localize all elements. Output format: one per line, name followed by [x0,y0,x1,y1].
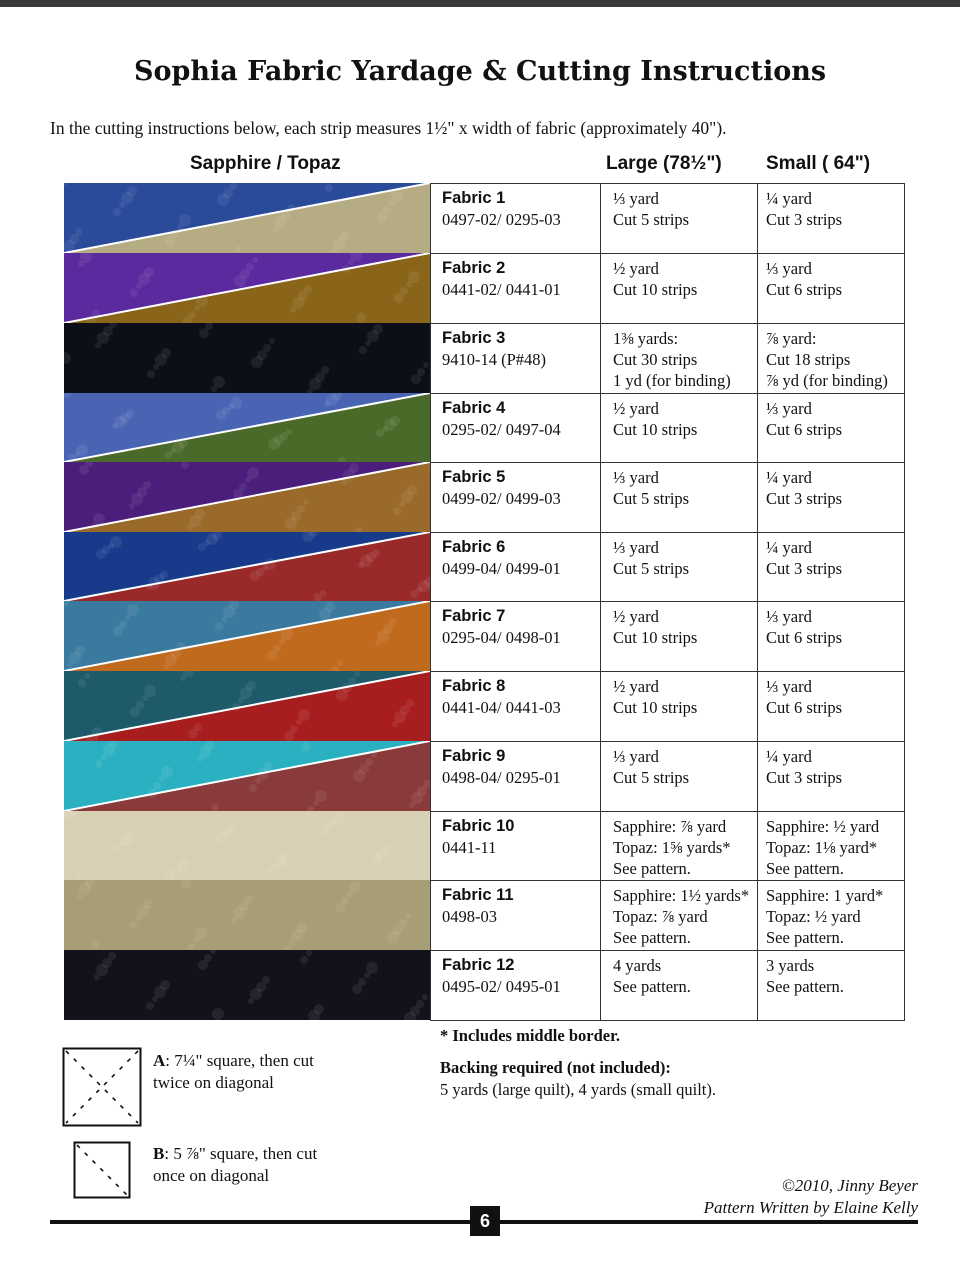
swatch-texture-dot [75,646,85,656]
large-yardage-line: See pattern. [613,859,691,878]
small-header: Small ( 64") [766,153,871,174]
small-yardage-line: ¼ yard [766,747,812,766]
swatch-texture-dot [147,370,155,378]
swatch-texture-dot [127,186,137,196]
swatch-texture-dot [297,923,307,933]
swatch-texture-dot [144,685,156,697]
large-yardage-cell [601,184,758,254]
square-a-text-2: twice on diagonal [153,1073,274,1092]
swatch-texture-dot [93,513,105,525]
swatch-texture-dot [365,758,373,766]
swatch-texture-dot [108,952,116,960]
swatch-texture-dot [400,287,408,295]
swatch-texture-dot [406,699,414,707]
fabric-swatch [64,601,430,671]
large-yardage-cell [601,254,758,324]
top-bar [0,0,960,7]
fabric-name: Fabric 1 [442,189,506,207]
fabric-row [431,951,905,1021]
swatch-texture-dot [95,760,103,768]
swatch-texture-dot [315,790,327,802]
large-yardage-cell [601,812,758,881]
swatch-texture-dot [144,267,154,277]
swatch-texture-dot [126,831,136,841]
swatch-texture-dot [177,642,185,650]
fabric-name-cell [431,812,601,881]
swatch-texture-dot [269,338,275,344]
swatch-texture-dot [388,844,394,850]
large-yardage-line: ⅓ yard [613,189,659,208]
fabric-row [431,394,905,463]
fabric-code: 9410-14 (P#48) [442,350,547,369]
large-yardage-line: Cut 5 strips [613,768,690,787]
copyright-block [704,1175,918,1219]
swatch-texture-dot [92,727,102,737]
swatch-texture-dot [127,604,139,616]
swatch-texture-dot [252,257,258,263]
swatch-texture-dot [136,701,144,709]
swatch-texture-dot [75,228,83,236]
swatch-texture-dot [337,660,343,666]
swatch-texture-dot [179,214,191,226]
square-b-label: B [153,1144,165,1163]
fabric-swatch [64,880,430,950]
fabric-name-cell [431,602,601,672]
page-title: Sophia Fabric Yardage & Cutting Instructions [133,56,827,87]
fabric-swatch [64,462,430,532]
small-yardage-cell [758,602,905,672]
fabric-name: Fabric 11 [442,886,514,904]
swatch-texture-dot [321,366,329,374]
swatch-texture-dot [373,324,383,334]
swatch-texture-dot [232,703,240,711]
swatch-texture-dot [126,410,134,418]
swatch-texture-dot [407,485,417,495]
small-yardage-line: Cut 6 strips [766,280,843,299]
small-yardage-cell [758,672,905,742]
swatch-texture-dot [143,481,151,489]
fabric-code: 0441-11 [442,838,497,857]
small-yardage-cell [758,881,905,951]
large-yardage-line: Cut 10 strips [613,698,698,717]
large-yardage-line: 1⅜ yards: [613,329,679,348]
fabric-name-cell [431,394,601,463]
swatch-texture-dot [160,571,168,579]
swatch-texture-dot [246,681,256,691]
middle-border-note: * Includes middle border. [440,1026,621,1045]
swatch-texture-dot [129,921,137,929]
small-yardage-cell [758,463,905,533]
swatch-texture-dot [143,899,153,909]
intro-text: In the cutting instructions below, each strip measures 1½" x width of fabric (approximately 40"). [50,118,727,138]
square-b-text-1: : 5 ⅞" square, then cut [164,1144,318,1163]
swatch-texture-dot [416,1000,424,1008]
swatch-texture-dot [408,271,420,283]
small-yardage-line: Topaz: ½ yard [766,907,861,926]
swatch-texture-dot [359,346,367,354]
swatch-texture-dot [358,978,366,986]
large-yardage-line: Cut 30 strips [613,350,698,369]
fabric-row [431,254,905,324]
swatch-texture-dot [228,825,236,833]
swatch-texture-dot [195,509,205,519]
swatch-texture-dot [280,853,290,863]
large-yardage-cell [601,742,758,812]
large-yardage-line: ½ yard [613,607,659,626]
small-yardage-cell [758,184,905,254]
swatch-texture-dot [314,1004,324,1014]
swatch-texture-dot [325,184,333,192]
fabric-row [431,184,905,254]
fabric-swatch [64,253,430,323]
swatch-texture-dot [195,927,207,939]
swatch-texture-dot [74,872,82,880]
large-yardage-line: 1 yd (for binding) [613,371,731,390]
swatch-texture-dot [246,263,254,271]
fabric-name-cell [431,742,601,812]
swatch-texture-dot [301,742,311,752]
swatch-texture-dot [405,913,411,919]
fabric-row [431,463,905,533]
small-yardage-line: ⅓ yard [766,399,812,418]
swatch-texture-dot [230,397,242,409]
swatch-texture-dot [372,549,380,557]
small-yardage-line: ⅓ yard [766,607,812,626]
fabric-name: Fabric 6 [442,538,506,556]
swatch-texture-dot [354,671,360,677]
swatch-texture-dot [239,483,247,491]
swatch-texture-dot [130,289,138,297]
fabric-name: Fabric 2 [442,259,506,277]
swatch-texture-dot [339,232,349,242]
swatch-texture-dot [356,313,366,323]
yardage-table [430,183,905,1021]
swatch-texture-dot [153,782,161,790]
small-yardage-line: Cut 3 strips [766,489,843,508]
small-yardage-line: See pattern. [766,859,844,878]
swatch-texture-dot [146,1002,154,1010]
swatch-texture-dot [342,265,350,273]
large-yardage-line: Cut 5 strips [613,559,690,578]
fabric-code: 0498-04/ 0295-01 [442,768,561,787]
small-yardage-line: Sapphire: ½ yard [766,817,880,836]
fabric-code: 0295-02/ 0497-04 [442,420,561,439]
swatch-texture-dot [286,429,292,435]
square-a-label: A [153,1051,166,1070]
swatch-texture-dot [349,881,361,893]
colorway-header: Sapphire / Topaz [190,153,341,174]
fabric-row [431,742,905,812]
small-yardage-cell [758,254,905,324]
swatch-texture-dot [78,679,86,687]
fabric-row [431,672,905,742]
swatch-texture-dot [92,309,100,317]
large-yardage-line: ½ yard [613,399,659,418]
swatch-texture-dot [304,285,312,293]
swatch-texture-dot [417,368,425,376]
large-yardage-line: Cut 10 strips [613,420,698,439]
swatch-texture-dot [119,620,127,628]
swatch-texture-dot [161,766,173,778]
small-yardage-line: Cut 6 strips [766,628,843,647]
swatch-texture-dot [171,230,179,238]
fabric-code: 0495-02/ 0495-01 [442,977,561,996]
backing-text: 5 yards (large quilt), 4 yards (small quilt). [440,1080,717,1099]
fabric-name-cell [431,184,601,254]
fabric-row [431,602,905,672]
swatch-texture-dot [213,376,225,388]
fabric-code: 0499-04/ 0499-01 [442,559,561,578]
swatch-texture-dot [263,762,273,772]
swatch-texture-dot [262,976,270,984]
swatch-texture-dot [91,941,99,949]
fabric-name-cell [431,672,601,742]
small-yardage-line: Topaz: 1⅛ yard* [766,838,878,857]
backing-title: Backing required (not included): [440,1058,671,1077]
swatch-texture-dot [341,897,349,905]
fabric-code: 0441-02/ 0441-01 [442,280,561,299]
fabric-row [431,324,905,394]
square-b-diagram [73,1141,131,1199]
square-a-caption [153,1050,314,1094]
small-yardage-line: Cut 6 strips [766,698,843,717]
fabric-name-cell [431,254,601,324]
small-yardage-line: Cut 3 strips [766,559,843,578]
swatch-texture-dot [84,673,90,679]
fabric-name-cell [431,533,601,602]
swatch-texture-dot [215,622,223,630]
swatch-texture-dot [300,956,308,964]
fabric-name: Fabric 3 [442,329,506,347]
swatch-texture-dot [290,725,298,733]
large-header: Large (78½") [606,153,722,174]
large-yardage-line: Cut 5 strips [613,210,690,229]
small-yardage-line: Cut 3 strips [766,768,843,787]
small-yardage-line: Cut 6 strips [766,420,843,439]
fabric-name: Fabric 4 [442,399,506,417]
large-yardage-cell [601,533,758,602]
swatch-texture-dot [281,628,293,640]
large-yardage-line: Sapphire: 1½ yards* [613,886,750,905]
large-yardage-line: Cut 5 strips [613,489,690,508]
swatch-texture-dot [383,206,391,214]
swatch-texture-dot [247,467,259,479]
fabric-name: Fabric 7 [442,607,506,625]
small-yardage-line: ¼ yard [766,189,812,208]
large-yardage-cell [601,324,758,394]
swatch-texture-dot [249,784,257,792]
swatch-texture-dot [393,507,401,515]
large-yardage-cell [601,602,758,672]
fabric-swatch [64,393,430,462]
small-yardage-cell [758,394,905,463]
large-yardage-line: ½ yard [613,677,659,696]
fabric-row [431,533,905,602]
fabric-name: Fabric 8 [442,677,506,695]
large-yardage-line: ½ yard [613,259,659,278]
fabric-row [431,881,905,951]
fabric-code: 0295-04/ 0498-01 [442,628,561,647]
swatch-texture-dot [196,295,208,307]
fabric-swatch [64,532,430,601]
large-yardage-line: Sapphire: ⅞ yard [613,817,727,836]
swatch-texture-dot [160,980,170,990]
swatch-texture-dot [287,204,295,212]
small-yardage-line: 3 yards [766,956,815,975]
small-yardage-line: See pattern. [766,928,844,947]
swatch-texture-dot [320,590,326,596]
swatch-texture-dot [298,709,310,721]
swatch-texture-dot [371,752,377,758]
swatch-texture-dot [76,444,88,456]
swatch-texture-dot [390,416,400,426]
small-yardage-line: Cut 18 strips [766,350,851,369]
fabric-name-cell [431,324,601,394]
large-yardage-line: See pattern. [613,928,691,947]
small-yardage-line: ⅞ yd (for binding) [766,371,888,390]
large-yardage-line: ⅓ yard [613,538,659,557]
fabric-swatch [64,811,430,880]
large-yardage-line: Cut 10 strips [613,280,698,299]
fabric-name-cell [431,463,601,533]
swatch-texture-dot [178,859,190,871]
swatch-texture-dot [245,895,253,903]
swatch-texture-dot [235,246,241,252]
small-yardage-cell [758,951,905,1021]
swatch-texture-dot [332,812,344,824]
swatch-texture-dot [366,962,378,974]
fabric-swatch [64,950,430,1020]
swatch-texture-dot [188,311,196,319]
large-yardage-line: 4 yards [613,956,662,975]
swatch-texture-dot [161,348,171,358]
large-yardage-cell [601,463,758,533]
fabric-swatch [64,741,430,811]
small-yardage-line: ⅓ yard [766,677,812,696]
swatch-texture-dot [263,344,271,352]
swatch-texture-dot [349,463,359,473]
square-b-text-2: once on diagonal [153,1166,270,1185]
swatch-texture-dot [113,208,121,216]
small-yardage-cell [758,324,905,394]
fabric-code: 0441-04/ 0441-03 [442,698,561,717]
small-yardage-cell [758,812,905,881]
swatch-texture-dot [273,644,281,652]
large-yardage-cell [601,881,758,951]
fabric-swatch [64,323,430,393]
page-number: 6 [470,1206,500,1236]
fabric-swatch [64,671,430,741]
fabric-name: Fabric 12 [442,956,515,974]
fabric-row [431,812,905,881]
small-yardage-line: Sapphire: 1 yard* [766,886,884,905]
fabric-name-cell [431,951,601,1021]
swatch-texture-dot [306,950,312,956]
large-yardage-line: ⅓ yard [613,468,659,487]
small-yardage-line: ¼ yard [766,538,812,557]
large-yardage-line: See pattern. [613,977,691,996]
fabric-code: 0498-03 [442,907,497,926]
large-yardage-line: Topaz: 1⅝ yards* [613,838,731,857]
swatch-fabric-a [64,950,430,1020]
swatch-texture-dot [422,994,428,1000]
small-yardage-cell [758,533,905,602]
swatch-texture-dot [204,954,212,962]
fabric-code: 0499-02/ 0499-03 [442,489,561,508]
swatch-texture-dot [194,723,202,731]
square-b-caption [153,1143,317,1187]
swatch-texture-dot [391,190,403,202]
swatch-fabric-a [64,880,430,950]
small-yardage-line: Cut 3 strips [766,210,843,229]
large-yardage-cell [601,672,758,742]
author-line: Pattern Written by Elaine Kelly [703,1198,918,1217]
copyright-line: ©2010, Jinny Beyer [781,1176,918,1195]
fabric-name: Fabric 10 [442,817,515,835]
fabric-name: Fabric 9 [442,747,506,765]
large-yardage-cell [601,394,758,463]
small-yardage-line: ⅓ yard [766,259,812,278]
swatch-texture-dot [212,1008,224,1020]
swatch-texture-dot [297,505,305,513]
large-yardage-line: Cut 10 strips [613,628,698,647]
square-a-diagram [62,1047,142,1127]
swatch-texture-dot [303,499,309,505]
swatch-texture-dot [178,438,188,448]
swatch-texture-dot [389,618,397,626]
small-yardage-cell [758,742,905,812]
small-yardage-line: ⅞ yard: [766,329,817,348]
swatch-texture-dot [325,602,335,612]
small-yardage-line: ¼ yard [766,468,812,487]
small-yardage-line: See pattern. [766,977,844,996]
swatch-texture-dot [110,536,122,548]
fabric-swatch [64,183,430,253]
large-yardage-line: Topaz: ⅞ yard [613,907,708,926]
swatch-texture-dot [399,919,407,927]
large-yardage-cell [601,951,758,1021]
swatch-texture-dot [264,558,276,570]
swatch-texture-dot [423,362,429,368]
large-yardage-line: ⅓ yard [613,747,659,766]
square-a-text-1: : 7¼" square, then cut [165,1051,314,1070]
fabric-code: 0497-02/ 0295-03 [442,210,561,229]
swatch-texture-dot [348,677,356,685]
fabric-name: Fabric 5 [442,468,506,486]
fabric-name-cell [431,881,601,951]
